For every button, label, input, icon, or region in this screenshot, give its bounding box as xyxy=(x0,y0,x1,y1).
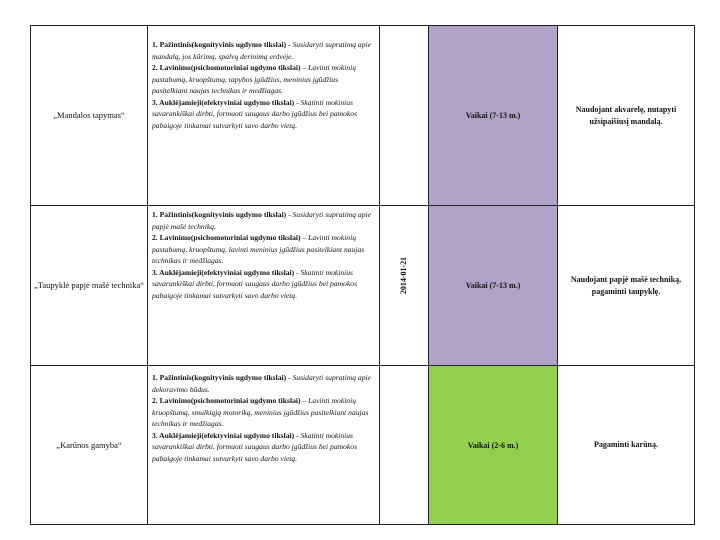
result-cell-1 xyxy=(558,26,694,205)
age-group-cell-3 xyxy=(429,366,557,524)
date-text: 2014-01-21 xyxy=(399,256,409,294)
activity-title-text-2: „Taupyklė papjė mašė technika“ xyxy=(33,280,145,290)
date-cell xyxy=(380,26,428,524)
objective-2-1: 1. Pažintinis(kognityvinis ugdymo tikslai) - Susidaryti supratimą apie papjė mašė techniką. xyxy=(152,210,371,231)
objectives-cell-3 xyxy=(148,366,379,524)
activity-title-text-3: „Karūnos gamyba“ xyxy=(56,439,122,450)
objectives-cell-2 xyxy=(148,206,379,365)
activity-title-2 xyxy=(31,206,147,365)
result-text-1: Naudojant akvarelę, nutapyti užsipaišiusį mandalą. xyxy=(575,104,677,126)
table-border-bottom xyxy=(30,524,694,525)
activity-title-3 xyxy=(31,366,147,524)
table-border-right xyxy=(694,25,695,525)
age-group-text-2: Vaikai (7-13 m.) xyxy=(465,281,521,290)
age-group-text-1: Vaikai (7-13 m.) xyxy=(465,111,521,120)
activity-title-text-1: „Mandalos tapymas“ xyxy=(53,110,125,120)
objective-3-2: 2. Lavinimo(psichomotoriniai ugdymo tikslai) – Lavinti mokinių kruopštumą, smulkiąją motoriką, meninius įgūdžius pasitelkiant naujas technikas ir medžiagas. xyxy=(152,396,369,428)
age-group-text-3: Vaikai (2-6 m.) xyxy=(467,440,519,450)
objective-1-3: 3. Auklėjamieji(efektyviniai ugdymo tikslai) - Skatinti mokinius savarankiškai dirbti, formuoti saugaus darbo įgūdžius bei pamokos pabaigoje tinkamai sutvarkyti savo darbo vietą. xyxy=(152,97,358,130)
activity-title-1 xyxy=(31,26,147,205)
age-group-cell-2 xyxy=(429,206,557,365)
objectives-cell-1 xyxy=(148,26,379,205)
result-cell-2 xyxy=(558,206,694,365)
age-group-cell-1 xyxy=(429,26,557,205)
result-text-3: Pagaminti karūną. xyxy=(593,440,658,449)
objective-1-1: 1. Pažintinis(kognityvinis ugdymo tikslai) - Susidaryti supratimą apie mandalą, jos kūrimą, spalvų derinimą erdvėje. xyxy=(152,40,371,61)
objective-2-3: 3. Auklėjamieji(efektyviniai ugdymo tikslai) - Skatinti mokinius savarankiškai dirbti, formuoti saugaus darbo įgūdžius bei pamokos pabaigoje tinkamai sutvarkyti savo darbo vietą. xyxy=(152,267,358,300)
result-text-2: Naudojant papjė mašė techniką, pagaminti taupyklę. xyxy=(570,274,682,296)
objective-2-2: 2. Lavinimo(psichomotoriniai ugdymo tikslai) – Lavinti mokinių pastabumą, kruopštumą, lavinti meninius įgūdžius pasitelkiant naujas technikas ir medžiagas. xyxy=(152,233,365,265)
objective-3-1: 1. Pažintinis(kognityvinis ugdymo tikslai) - Susidaryti supratimą apie dekoravimo būdus. xyxy=(152,373,371,394)
objective-3-3: 3. Auklėjamieji(efektyviniai ugdymo tikslai) - Skatinti mokinius savarankiškai dirbti, formuoti saugaus darbo įgūdžius bei pamokos pabaigoje tinkamai sutvarkyti savo darbo vietą. xyxy=(152,430,358,463)
objective-1-2: 2. Lavinimo(psichomotoriniai ugdymo tikslai) – Lavinti mokinių pastabumą, kruopštumą, tapybos įgūdžius, meninius įgūdžius pasitelkiant naujas technikas ir medžiagas. xyxy=(152,63,357,95)
result-cell-3 xyxy=(558,366,694,524)
